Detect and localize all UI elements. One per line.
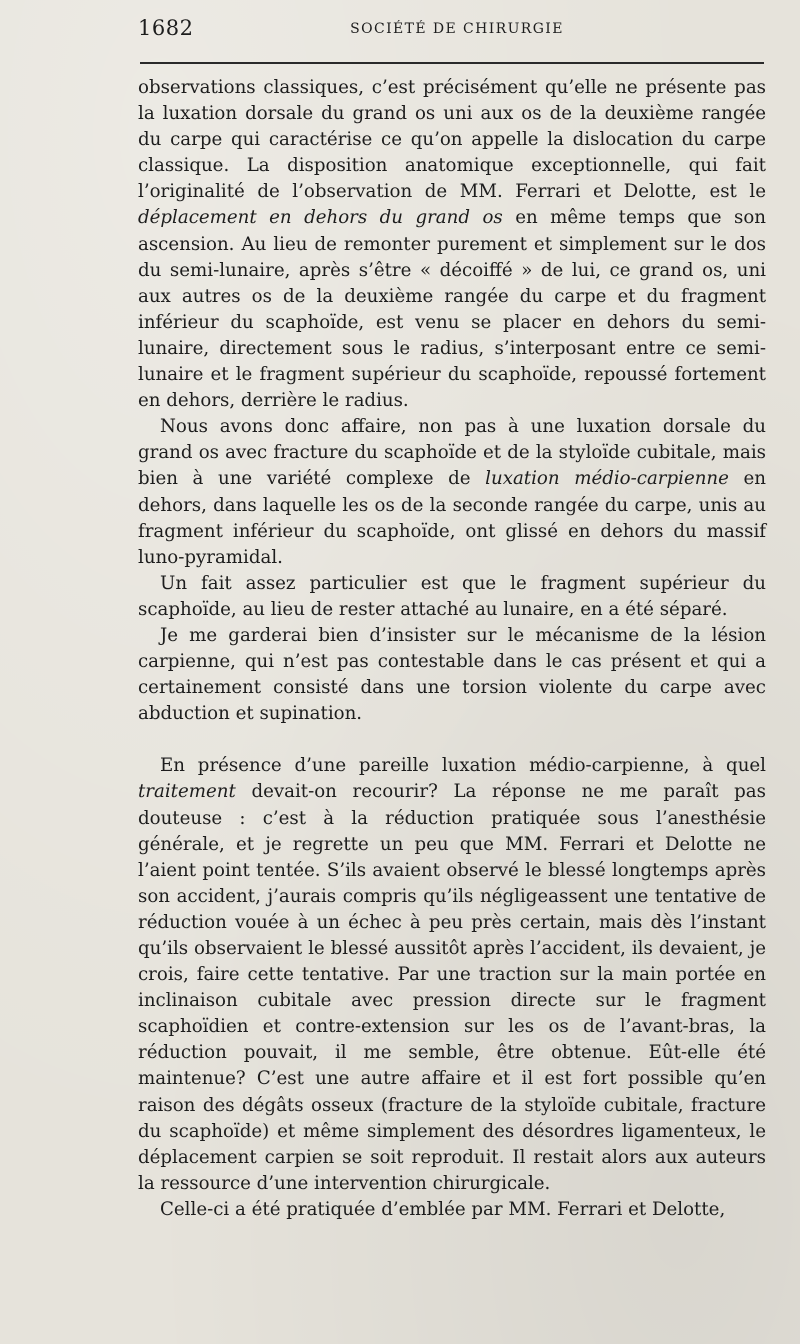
text-run: Nous avons donc affaire, non pas à une luxation dorsale du grand os avec fracture du scaphoïde et de la styloïde cubitale, mais bien à une variété complexe de [138,416,766,490]
body-text [138,75,766,1223]
text-run: Celle-ci a été pratiquée d’emblée par MM. Ferrari et Delotte, [160,1198,726,1220]
paragraph [138,1197,766,1223]
paragraph [138,571,766,623]
italic-text: traitement [138,781,236,803]
italic-text: déplacement en dehors du grand os [138,207,503,229]
paragraph [138,75,766,414]
header-rule [140,62,764,64]
italic-text: luxation médio-carpienne [485,468,729,490]
text-run: devait-on recourir? La réponse ne me paraît pas douteuse : c’est à la réduction pratiquée sous l’anesthésie générale, et je regrette un peu que MM. Ferrari et Delotte ne l’aient point tentée. S’ils avaient observé le blessé longtemps après son accident, j’aurais compris qu’ils négligeassent une tentative de réduction vouée à un échec à peu près certain, mais dès l’instant qu’ils observaient le blessé aussitôt après l’accident, ils devaient, je crois, faire cette tentative. Par une traction sur la main portée en inclinaison cubitale avec pression directe sur le fragment scaphoïdien et contre-extension sur les os de l’avant-bras, la réduction pouvait, il me semble, être obtenue. Eût-elle été maintenue? C’est une autre affaire et il est fort possible qu’en raison des dégâts osseux (fracture de la styloïde cubitale, fracture du scaphoïde) et même simplement des désordres ligamenteux, le déplacement carpien se soit reproduit. Il restait alors aux auteurs la ressource d’une intervention chirurgicale. [138,781,766,1194]
paragraph [138,623,766,727]
text-run: en même temps que son ascension. Au lieu de remonter purement et simplement sur le dos du semi-lunaire, après s’être « décoiffé » de lui, ce grand os, uni aux autres os de la deuxième rangée du carpe et du fragment inférieur du scaphoïde, est venu se placer en dehors du semi-lunaire, directement sous le radius, s’interposant entre ce semi-lunaire et le fragment supérieur du scaphoïde, repoussé fortement en dehors, derrière le radius. [138,207,766,412]
page-number: 1682 [138,16,194,40]
text-run: Un fait assez particulier est que le fragment supérieur du scaphoïde, au lieu de rester attaché au lunaire, en a été séparé. [138,572,766,620]
text-run: Je me garderai bien d’insister sur le mécanisme de la lésion carpienne, qui n’est pas contestable dans le cas présent et qui a certainement consisté dans une torsion violente du carpe avec abduction et supination. [138,624,766,725]
text-run: observations classiques, c’est précisément qu’elle ne présente pas la luxation dorsale du grand os uni aux os de la deuxième rangée du carpe qui caractérise ce qu’on appelle la dislocation du carpe classique. La disposition anatomique exceptionnelle, qui fait l’originalité de l’observation de MM. Ferrari et Delotte, est le [138,77,766,203]
running-title: SOCIÉTÉ DE CHIRURGIE [350,21,564,37]
text-run: en dehors, dans laquelle les os de la seconde rangée du carpe, unis au fragment inférieur du scaphoïde, ont glissé en dehors du massif luno-pyramidal. [138,468,767,568]
paragraph [138,753,766,1197]
running-header [138,16,764,46]
paragraph [138,414,766,571]
text-run: En présence d’une pareille luxation médio-carpienne, à quel [160,755,766,777]
